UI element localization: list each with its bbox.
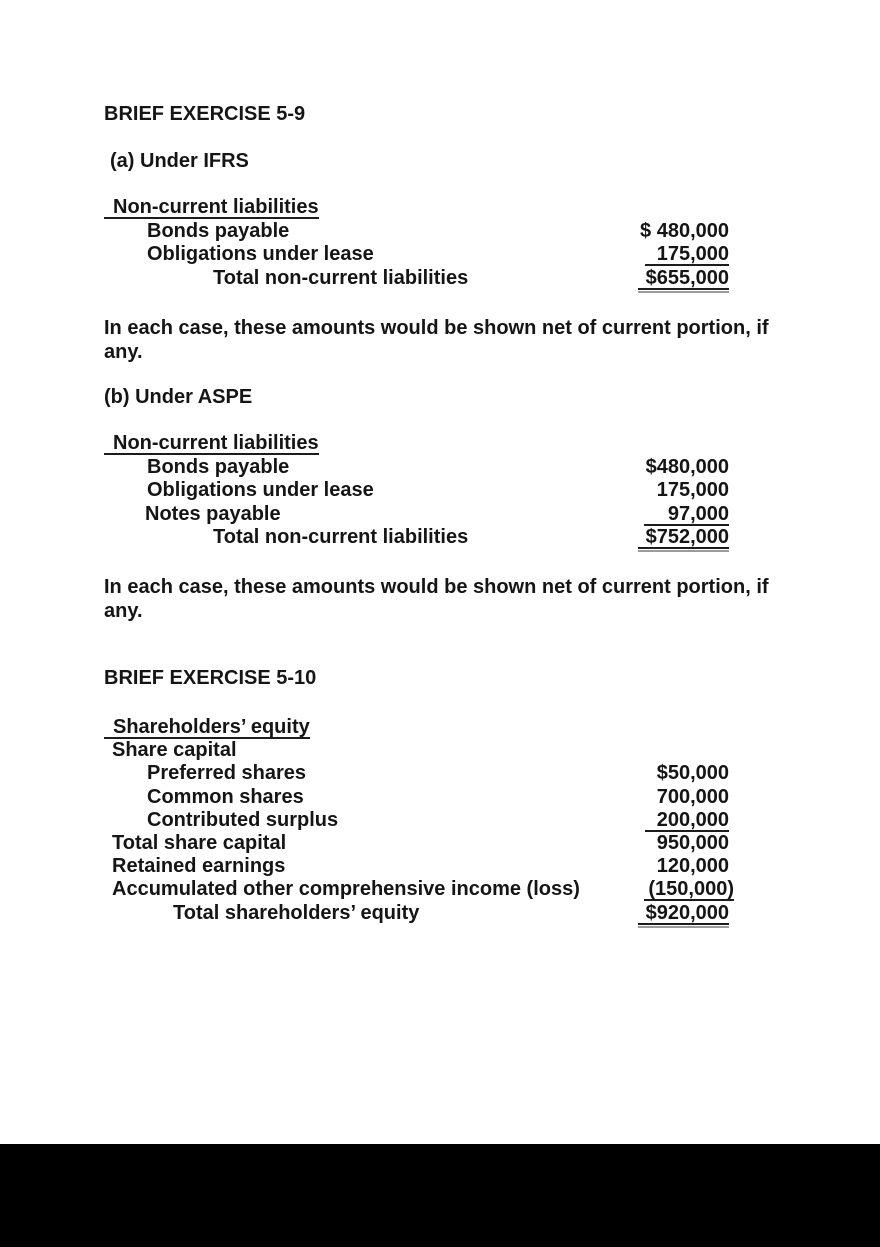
table-row xyxy=(0,479,880,503)
row-label: Obligations under lease xyxy=(147,479,374,501)
note-line: any. xyxy=(104,340,143,363)
row-value: 950,000 xyxy=(656,831,729,854)
exercise-5-10-title: BRIEF EXERCISE 5-10 xyxy=(104,667,317,689)
row-value xyxy=(638,903,729,928)
double-underlined-amount: $655,000 xyxy=(638,268,729,293)
table-subheading-row xyxy=(0,739,880,762)
table-section-row xyxy=(0,196,880,220)
section-heading xyxy=(104,433,319,455)
row-value: $480,000 xyxy=(645,455,729,478)
row-label: Preferred shares xyxy=(147,762,306,785)
note-line: any. xyxy=(104,599,143,622)
row-label: Common shares xyxy=(147,785,304,808)
row-label: Notes payable xyxy=(145,502,281,525)
table-row xyxy=(0,220,880,244)
row-label: Accumulated other comprehensive income (loss) xyxy=(112,878,580,901)
underlined-amount: 175,000 xyxy=(645,244,729,266)
underlined-amount: 200,000 xyxy=(645,810,729,832)
section-heading xyxy=(104,197,319,219)
row-value xyxy=(644,879,734,901)
row-value xyxy=(638,268,729,293)
table-row xyxy=(0,243,880,267)
row-value: 700,000 xyxy=(656,785,729,808)
row-label: Total non-current liabilities xyxy=(213,266,469,289)
part-b-heading: (b) Under ASPE xyxy=(104,386,253,408)
underlined-amount: 97,000 xyxy=(644,504,729,526)
table-row xyxy=(0,456,880,480)
table-total-row xyxy=(0,267,880,291)
table-total-row xyxy=(0,526,880,550)
exercise-5-9-title: BRIEF EXERCISE 5-9 xyxy=(104,103,306,125)
double-underlined-amount: $752,000 xyxy=(638,527,729,552)
shareholders-equity-table xyxy=(0,716,880,925)
row-label: Contributed surplus xyxy=(147,808,339,831)
table-row xyxy=(0,503,880,527)
section-heading xyxy=(104,717,310,739)
ifrs-liabilities-table xyxy=(0,196,880,290)
table-row xyxy=(0,855,880,878)
section-heading-text: Non-current liabilities xyxy=(104,197,319,219)
row-value xyxy=(638,527,729,552)
row-value: 175,000 xyxy=(656,479,729,501)
table-row xyxy=(0,762,880,785)
page-bottom-band xyxy=(0,1144,880,1247)
row-label: Total shareholders’ equity xyxy=(173,901,420,924)
underlined-amount: (150,000) xyxy=(644,879,734,901)
double-underlined-amount: $920,000 xyxy=(638,903,729,928)
row-label: Bonds payable xyxy=(147,455,290,478)
row-value xyxy=(645,810,729,832)
section-heading-text: Shareholders’ equity xyxy=(104,717,310,739)
table-row xyxy=(0,832,880,855)
table-section-row xyxy=(0,432,880,456)
note-ifrs xyxy=(104,317,769,364)
table-row xyxy=(0,878,880,901)
part-a-heading: (a) Under IFRS xyxy=(110,150,249,172)
row-label: Total non-current liabilities xyxy=(213,526,469,548)
row-value: $50,000 xyxy=(656,762,729,785)
row-value: $ 480,000 xyxy=(640,219,729,242)
note-line: In each case, these amounts would be shown net of current portion, if xyxy=(104,317,769,339)
table-section-row xyxy=(0,716,880,739)
table-row xyxy=(0,786,880,809)
row-label: Share capital xyxy=(112,739,237,762)
table-total-row xyxy=(0,902,880,925)
row-value xyxy=(644,504,729,526)
row-label: Retained earnings xyxy=(112,855,286,878)
row-label: Obligations under lease xyxy=(147,243,374,265)
section-heading-text: Non-current liabilities xyxy=(104,433,319,455)
row-label: Total share capital xyxy=(112,831,287,854)
table-row xyxy=(0,809,880,832)
note-aspe xyxy=(104,576,769,623)
row-value: 120,000 xyxy=(656,855,729,878)
row-label: Bonds payable xyxy=(147,219,290,242)
note-line: In each case, these amounts would be shown net of current portion, if xyxy=(104,576,769,598)
row-value xyxy=(645,244,729,266)
aspe-liabilities-table xyxy=(0,432,880,550)
